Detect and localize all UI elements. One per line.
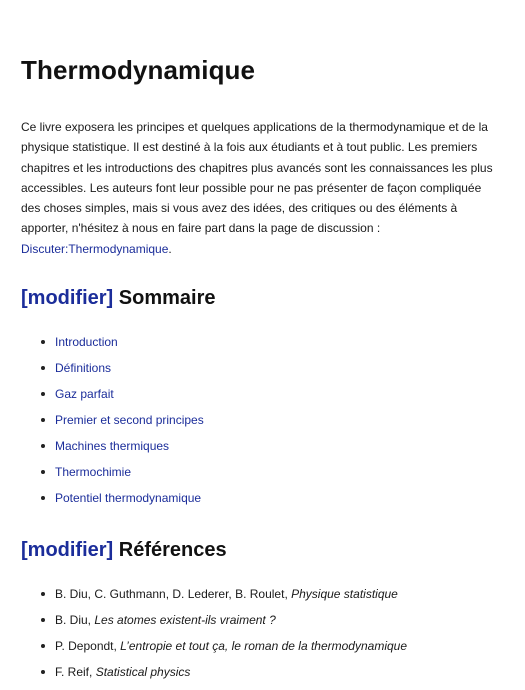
sommaire-heading-text: Sommaire	[118, 287, 216, 310]
chapter-link-principes[interactable]: Premier et second principes	[55, 413, 204, 428]
chapter-link-potentiel[interactable]: Potentiel thermodynamique	[55, 491, 202, 506]
chapter-link-introduction[interactable]: Introduction	[55, 335, 118, 350]
chapter-link-gaz-parfait[interactable]: Gaz parfait	[55, 387, 114, 402]
list-item	[41, 459, 503, 485]
reference-title: Statistical physics	[95, 665, 191, 680]
chapter-link-thermochimie[interactable]: Thermochimie	[55, 465, 132, 480]
chapter-link-definitions[interactable]: Définitions	[55, 361, 112, 376]
references-list	[21, 581, 503, 685]
list-item	[41, 355, 503, 381]
sommaire-heading	[21, 285, 503, 311]
reference-item	[41, 581, 503, 607]
reference-item	[41, 659, 503, 685]
list-item	[41, 381, 503, 407]
reference-title: L’entropie et tout ça, le roman de la thermodynamique	[120, 639, 408, 654]
reference-item	[41, 607, 503, 633]
discussion-link[interactable]: Discuter:Thermodynamique	[21, 241, 169, 256]
reference-title: Les atomes existent-ils vraiment ?	[94, 613, 276, 628]
edit-sommaire-link[interactable]: [modifier]	[21, 287, 114, 310]
sommaire-list	[21, 329, 503, 511]
references-heading-text: Références	[118, 539, 227, 562]
reference-authors: B. Diu,	[55, 613, 95, 628]
reference-title: Physique statistique	[291, 587, 398, 602]
intro-end: .	[168, 241, 172, 256]
intro-text: Ce livre exposera les principes et quelques applications de la thermodynamique et de la physique statistique. Il est destiné à la fois aux étudiants et à tout public. Les premiers chapitres et les introductions des chapitres plus avancés sont les connaissances les plus accessibles. Les auteurs font leur possible pour ne pas présenter de façon compliquée des choses simples, mais si vous avez des idées, des critiques ou des éléments à apporter, n'hésitez à nous en faire part dans la page de discussion :	[21, 120, 493, 236]
list-item	[41, 485, 503, 511]
reference-authors: B. Diu, C. Guthmann, D. Lederer, B. Roulet,	[55, 587, 292, 602]
list-item	[41, 433, 503, 459]
list-item	[41, 329, 503, 355]
chapter-link-machines[interactable]: Machines thermiques	[55, 439, 170, 454]
edit-references-link[interactable]: [modifier]	[21, 539, 114, 562]
page-title: Thermodynamique	[21, 55, 256, 85]
list-item	[41, 407, 503, 433]
reference-item	[41, 633, 503, 659]
references-heading	[21, 537, 503, 563]
intro-paragraph	[21, 117, 503, 259]
reference-authors: P. Depondt,	[55, 639, 121, 654]
reference-authors: F. Reif,	[55, 665, 96, 680]
